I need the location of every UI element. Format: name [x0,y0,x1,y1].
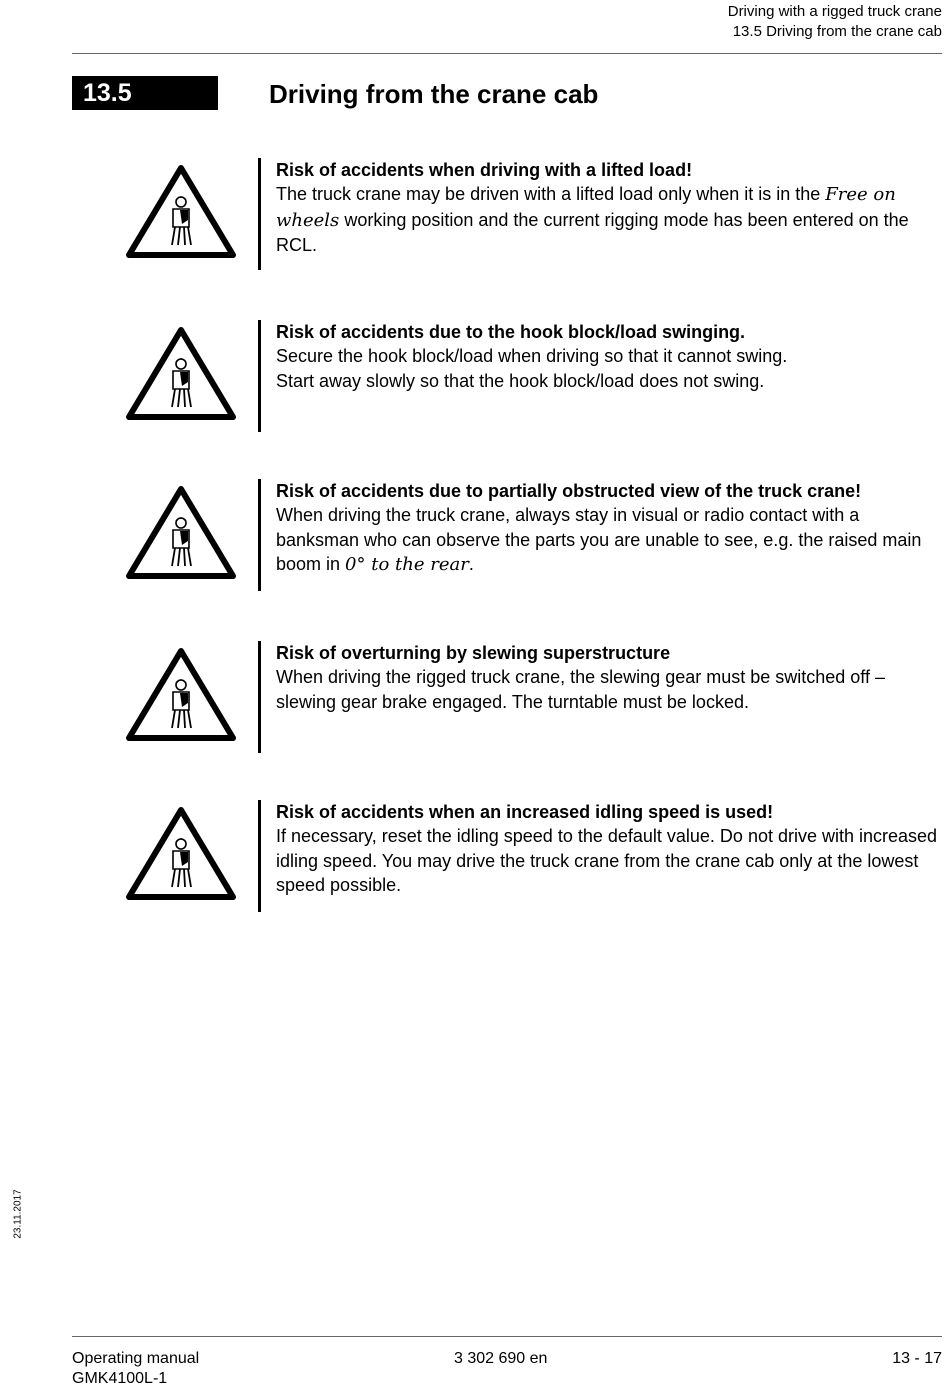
warning-bar [258,800,261,912]
warning-heading: Risk of accidents when driving with a lifted load! [276,160,693,180]
warning-heading: Risk of overturning by slewing superstructure [276,643,671,663]
warning-body-line: Start away slowly so that the hook block/load does not swing. [276,370,765,391]
footer-page-number: 13 - 17 [892,1350,942,1367]
footer-doc-number: 3 302 690 en [454,1350,548,1367]
warning-heading: Risk of accidents due to partially obstructed view of the truck crane! [276,481,862,501]
warning-block [0,641,950,753]
warning-text [276,641,944,714]
footer-model: GMK4100L-1 [72,1370,168,1387]
header-chapter: Driving with a rigged truck crane [727,3,942,20]
warning-block [0,320,950,432]
warning-text [276,479,944,577]
print-date: 23.11.2017 [12,1189,24,1239]
warning-person-icon [125,645,237,743]
warning-text [276,800,944,897]
section-title: Driving from the crane cab [269,79,599,109]
header-section: 13.5 Driving from the crane cab [732,23,942,40]
warning-body: When driving the rigged truck crane, the slewing gear must be switched off – slewing gear brake engaged. The turntable must be locked. [276,667,885,712]
warning-body: When driving the truck crane, always stay in visual or radio contact with a banksman who can observe the parts you are unable to see, e.g. the raised main boom in 0° to the rear. [276,505,922,575]
warning-body: If necessary, reset the idling speed to the default value. Do not drive with increased idling speed. You may drive the truck crane from the crane cab only at the lowest speed possible. [276,826,938,895]
header-rule [72,53,942,54]
warning-bar [258,320,261,432]
warning-bar [258,479,261,591]
warning-block [0,479,950,591]
warning-heading: Risk of accidents due to the hook block/load swinging. [276,322,746,342]
warning-body: The truck crane may be driven with a lifted load only when it is in the Free on wheels working position and the current rigging mode has been entered on the RCL. [276,184,909,255]
footer-left [72,1349,199,1389]
warning-heading: Risk of accidents when an increased idling speed is used! [276,802,774,822]
warning-bar [258,641,261,753]
warning-block [0,158,950,270]
running-header [728,2,942,42]
warning-person-icon [125,804,237,902]
footer-manual: Operating manual [72,1350,200,1367]
warning-person-icon [125,483,237,581]
section-number: 13.5 [72,76,218,110]
warning-body-line: Secure the hook block/load when driving so that it cannot swing. [276,346,788,367]
warning-block [0,800,950,912]
warning-text [276,320,944,393]
footer-rule [72,1336,942,1337]
warning-text [276,158,944,257]
warning-bar [258,158,261,270]
warning-person-icon [125,324,237,422]
warning-person-icon [125,162,237,260]
